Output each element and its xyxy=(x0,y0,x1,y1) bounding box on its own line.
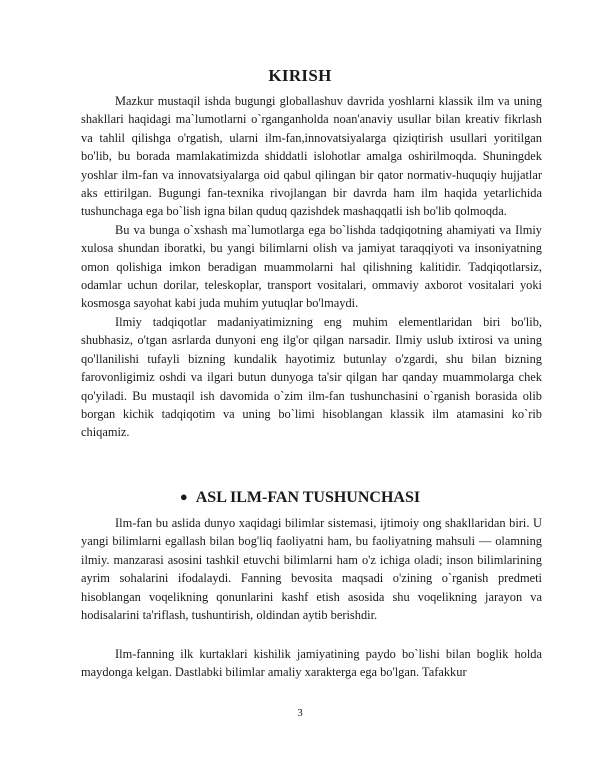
page-title: KIRISH xyxy=(268,66,332,85)
paragraph: Ilm-fan bu aslida dunyo xaqidagi bilimlar sistemasi, ijtimoiy ong shakllaridan biri. U yangi bilimlarni egallash bilan bog'liq faoliyatni ham, bu faoliyatning mahsuli — olamning ilmiy. manzarasi asosini tashkil etuvchi bilimlarni ham o'z ichiga oladi; inson bilimlarining ayrim sohalarini ifodalaydi. Fanning bevosita maqsadi o'zining o`rganish predmeti hisoblangan voqelikning qonunlarini kashf etish asosida shu voqelikning jarayon va hodisalarini ta'riflash, tushuntirish, oldindan aytib berishdir. xyxy=(81,516,542,623)
paragraph: Ilmiy tadqiqotlar madaniyatimizning eng muhim elementlaridan biri bo'lib, shubhasiz, o'tgan asrlarda dunyoni eng ilg'or qilgan narsadir. Ilmiy uslub ixtirosi va uning qo'llanilishi tufayli bizning kundalik hayotimiz butunlay o'zgardi, shu bilan bizning farovonligimiz oshdi va ilgari butun dunyoga ta'sir qilgan har qanday muammolarga chek qo'yiladi. Bu mustaqil ish davomida o`zim ilm-fan tushunchasini o`rganish borasida olib borgan kichik tadqiqotim va uning bo`limi hisoblangan klassik ilm atamasini ko`rib chiqamiz. xyxy=(81,314,542,440)
bullet-icon: ● xyxy=(179,489,188,504)
paragraph: Ilm-fanning ilk kurtaklari kishilik jamiyatining paydo bo`lishi bilan boglik holda maydonga kelgan. Dastlabki bilimlar amaliy xarakterga ega bo'lgan. Tafakkur xyxy=(81,647,542,680)
paragraph: Mazkur mustaqil ishda bugungi globallashuv davrida yoshlarni klassik ilm va uning shakllari haqidagi ma`lumotlarni o`rganganholda noan'anaviy usullar bilan kreativ fikrlash va tahlil qilishga o'rgatish, ularni ilm-fan,innovatsiyalarga qiziqtirish usullari yoritilgan bo'lib, bu borada mamlakatimizda shiddatli islohotlar amalga oshirilmoqda. Shuningdek yoshlar ilm-fan va innovatsiyalarga oid qabul qilingan bir qator normativ-huquqiy hujjatlar aks ettirilgan. Bugungi fan-texnika rivojlangan bir davrda ham ilm haqida yetarlichida tushunchaga ega bo`lish igna bilan quduq qazishdek mashaqqatli ish bo'lib qolmoqda. xyxy=(81,94,542,219)
section-body-continued xyxy=(81,645,542,682)
section-body xyxy=(81,514,542,624)
paragraph: Bu va bunga o`xshash ma`lumotlarga ega bo`lishda tadqiqotning ahamiyati va Ilmiy xulosa shundan iboratki, bu yangi bilimlarni olish va jamiyat taraqqiyoti va insoniyatning omon qolishiga imkon beradigan muammolarni hal qilishning kalitidir. Tadqiqotlarsiz, odamlar uchun dorilar, teleskoplar, transport vositalari, ommaviy axborot vositalari yoki kosmosga sayohat kabi juda muhim yutuqlar bo'lmaydi. xyxy=(81,222,542,311)
page-number: 3 xyxy=(297,707,303,719)
intro-section xyxy=(81,92,542,442)
section-heading xyxy=(0,489,600,507)
section-heading-text: ASL ILM-FAN TUSHUNCHASI xyxy=(195,489,421,506)
